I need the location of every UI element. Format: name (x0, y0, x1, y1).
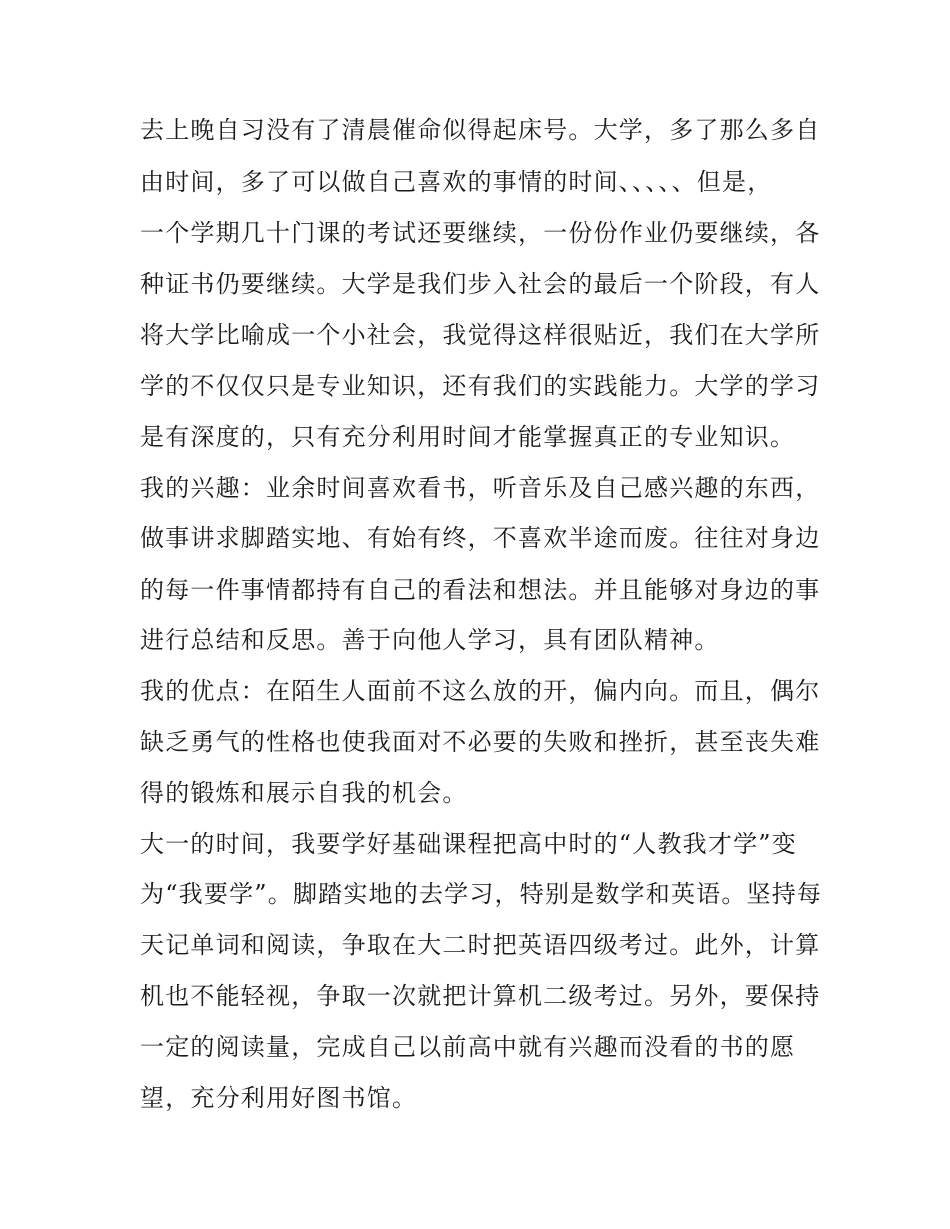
text-line: 大一的时间，我要学好基础课程把高中时的“人教我才学”变 (140, 830, 797, 858)
text-line: 望，充分利用好图书馆。 (140, 1084, 418, 1112)
text-line: 将大学比喻成一个小社会，我觉得这样很贴近，我们在大学所 (140, 321, 821, 349)
text-line: 进行总结和反思。善于向他人学习，具有团队精神。 (140, 626, 720, 654)
text-line: 为“我要学”。脚踏实地的去学习，特别是数学和英语。坚持每 (140, 880, 823, 908)
text-line: 做事讲求脚踏实地、有始有终，不喜欢半途而废。往往对身边 (140, 524, 821, 552)
text-line: 我的优点：在陌生人面前不这么放的开，偏内向。而且，偶尔 (140, 677, 821, 705)
text-line: 得的锻炼和展示自我的机会。 (140, 779, 468, 807)
text-line: 的每一件事情都持有自己的看法和想法。并且能够对身边的事 (140, 576, 821, 604)
text-line: 一个学期几十门课的考试还要继续，一份份作业仍要继续，各 (140, 219, 821, 247)
text-line: 种证书仍要继续。大学是我们步入社会的最后一个阶段，有人 (140, 270, 821, 298)
text-line: 去上晚自习没有了清晨催命似得起床号。大学，多了那么多自 (140, 116, 821, 144)
text-line: 我的兴趣：业余时间喜欢看书，听音乐及自己感兴趣的东西， (140, 474, 821, 502)
text-line: 由时间，多了可以做自己喜欢的事情的时间、、、、、但是， (140, 168, 773, 196)
text-line: 天记单词和阅读，争取在大二时把英语四级考过。此外，计算 (140, 931, 821, 959)
text-line: 一定的阅读量，完成自己以前高中就有兴趣而没看的书的愿 (140, 1033, 796, 1061)
text-line: 是有深度的，只有充分利用时间才能掌握真正的专业知识。 (140, 423, 796, 451)
text-line: 学的不仅仅只是专业知识，还有我们的实践能力。大学的学习 (140, 372, 821, 400)
text-line: 缺乏勇气的性格也使我面对不必要的失败和挫折，甚至丧失难 (140, 728, 821, 756)
text-line: 机也不能轻视，争取一次就把计算机二级考过。另外，要保持 (140, 982, 821, 1010)
